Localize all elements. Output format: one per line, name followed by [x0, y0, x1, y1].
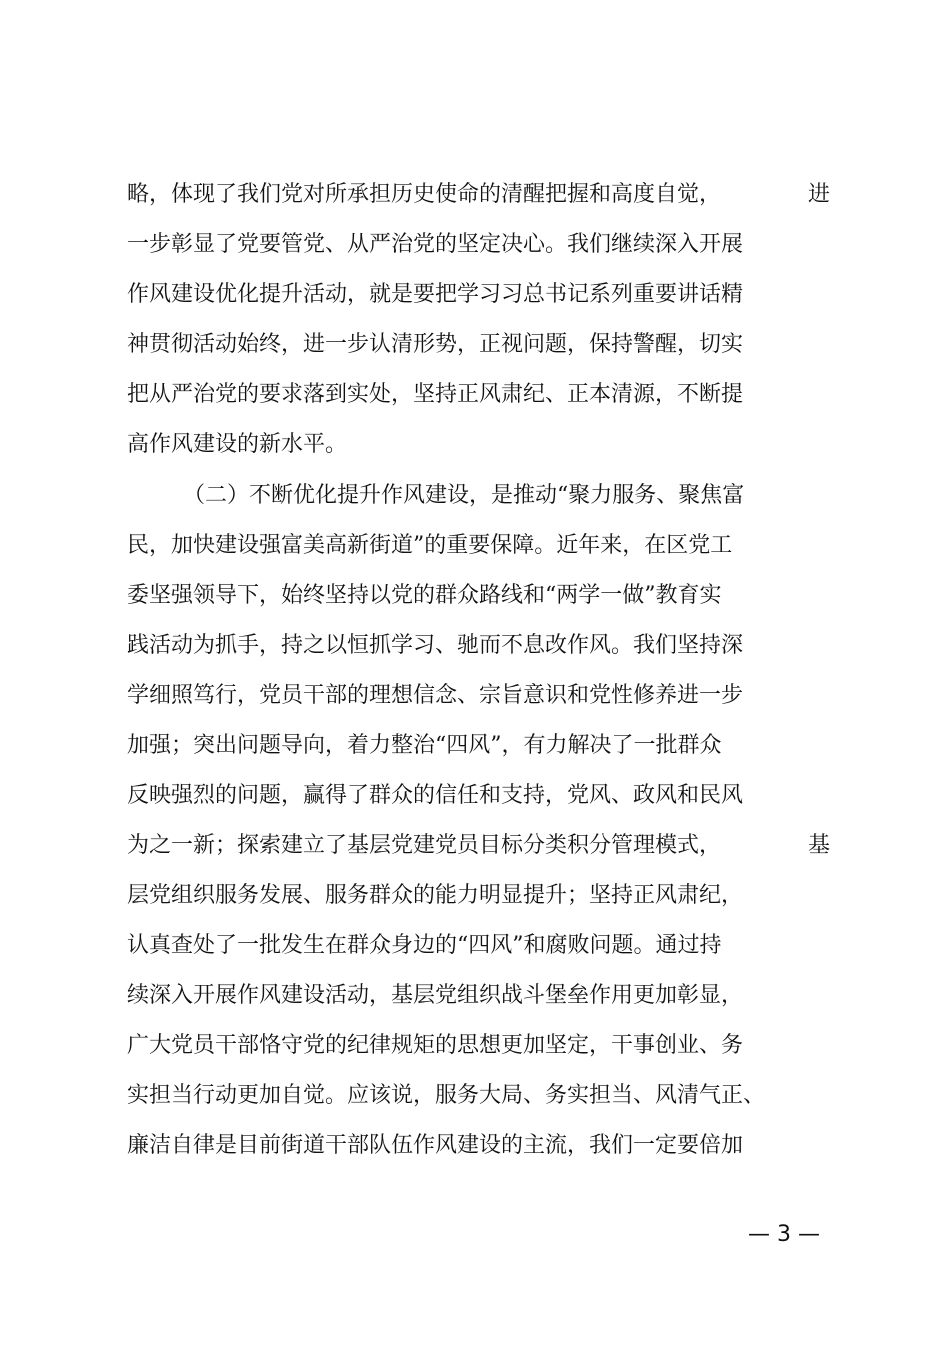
paragraph-line: 加强；突出问题导向，着力整治“四风”，有力解决了一批群众	[127, 733, 722, 758]
paragraph-line: （二）不断优化提升作风建设，是推动“聚力服务、聚焦富	[183, 483, 745, 508]
paragraph-line: 广大党员干部恪守党的纪律规矩的思想更加坚定，干事创业、务	[127, 1033, 744, 1058]
paragraph-line: 践活动为抓手，持之以恒抓学习、驰而不息改作风。我们坚持深	[127, 633, 744, 658]
paragraph-line: 一步彰显了党要管党、从严治党的坚定决心。我们继续深入开展	[127, 232, 744, 257]
paragraph-line: 把从严治党的要求落到实处，坚持正风肃纪、正本清源，不断提	[127, 382, 744, 407]
paragraph-line: 作风建设优化提升活动，就是要把学习习总书记系列重要讲话精	[127, 282, 744, 307]
paragraph-line: 基	[808, 833, 831, 858]
paragraph-line: 学细照笃行，党员干部的理想信念、宗旨意识和党性修养进一步	[127, 683, 744, 708]
paragraph-line: 续深入开展作风建设活动，基层党组织战斗堡垒作用更加彰显，	[127, 983, 744, 1008]
paragraph-line: 民，加快建设强富美高新街道”的重要保障。近年来，在区党工	[127, 533, 733, 558]
paragraph-line: 进	[808, 182, 831, 207]
paragraph-line: 略，体现了我们党对所承担历史使命的清醒把握和高度自觉，	[127, 182, 722, 207]
paragraph-line: 神贯彻活动始终，进一步认清形势，正视问题，保持警醒，切实	[127, 332, 744, 357]
paragraph-line: 反映强烈的问题，赢得了群众的信任和支持，党风、政风和民风	[127, 783, 744, 808]
paragraph-line: 廉洁自律是目前街道干部队伍作风建设的主流，我们一定要倍加	[127, 1133, 744, 1158]
paragraph-line: 为之一新；探索建立了基层党建党员目标分类积分管理模式，	[127, 833, 722, 858]
paragraph-line: 认真查处了一批发生在群众身边的“四风”和腐败问题。通过持	[127, 933, 722, 958]
paragraph-line: 层党组织服务发展、服务群众的能力明显提升；坚持正风肃纪，	[127, 883, 744, 908]
paragraph-line: 委坚强领导下，始终坚持以党的群众路线和“两学一做”教育实	[127, 583, 722, 608]
paragraph-line: 实担当行动更加自觉。应该说，服务大局、务实担当、风清气正、	[127, 1083, 766, 1108]
page-number: — 3 —	[748, 1222, 820, 1247]
paragraph-line: 高作风建设的新水平。	[127, 432, 348, 457]
